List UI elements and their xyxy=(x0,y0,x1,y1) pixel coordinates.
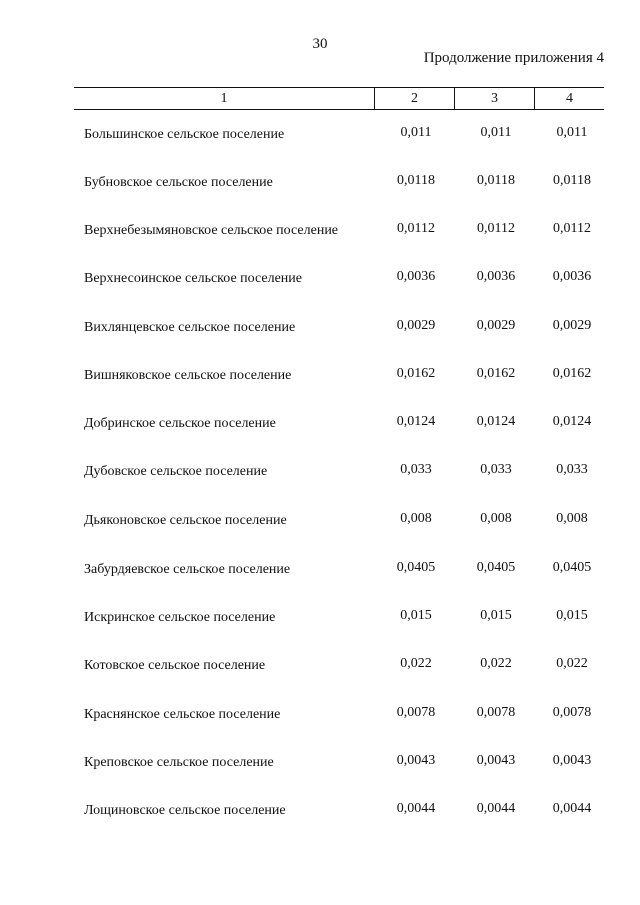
value-col-2: 0,033 xyxy=(400,462,432,477)
header-col-1: 1 xyxy=(220,90,228,106)
value-col-2: 0,0162 xyxy=(396,366,436,381)
value-col-2: 0,0112 xyxy=(397,221,435,236)
table-row xyxy=(0,610,640,630)
header-col-4: 4 xyxy=(534,88,604,109)
value-col-4: 0,0112 xyxy=(553,221,591,236)
value-col-3: 0,0118 xyxy=(477,173,515,188)
value-col-4: 0,0036 xyxy=(552,269,592,284)
value-col-2: 0,0036 xyxy=(396,269,436,284)
table-row xyxy=(0,416,640,436)
value-col-3: 0,022 xyxy=(480,656,512,671)
value-col-4: 0,011 xyxy=(556,125,588,140)
settlement-name: Дьяконовское сельское поселение xyxy=(84,513,287,528)
value-col-2: 0,015 xyxy=(400,608,432,623)
value-col-3: 0,0124 xyxy=(476,414,516,429)
value-col-4: 0,0118 xyxy=(553,173,591,188)
value-col-2: 0,0124 xyxy=(396,414,436,429)
value-col-2: 0,0118 xyxy=(397,173,435,188)
value-col-4: 0,022 xyxy=(556,656,588,671)
table-row xyxy=(0,707,640,727)
value-col-3: 0,0078 xyxy=(476,705,516,720)
value-col-3: 0,0044 xyxy=(476,801,516,816)
value-col-2: 0,011 xyxy=(400,125,432,140)
table-row xyxy=(0,368,640,388)
value-col-4: 0,0078 xyxy=(552,705,592,720)
value-col-3: 0,0405 xyxy=(476,560,516,575)
table-row xyxy=(0,223,640,243)
header-col-2: 2 xyxy=(374,88,454,109)
continuation-label: Продолжение приложения 4 xyxy=(423,50,604,66)
settlement-name: Искринское сельское поселение xyxy=(84,610,276,625)
value-col-4: 0,0029 xyxy=(552,318,592,333)
table-header xyxy=(74,87,604,110)
settlement-name: Краснянское сельское поселение xyxy=(84,707,281,722)
settlement-name: Лощиновское сельское поселение xyxy=(84,803,286,818)
value-col-3: 0,0112 xyxy=(477,221,515,236)
settlement-name: Креповское сельское поселение xyxy=(84,755,274,770)
value-col-3: 0,0043 xyxy=(476,753,516,768)
value-col-4: 0,0124 xyxy=(552,414,592,429)
value-col-2: 0,0029 xyxy=(396,318,436,333)
value-col-2: 0,022 xyxy=(400,656,432,671)
table-row xyxy=(0,658,640,678)
table-row xyxy=(0,755,640,775)
settlement-name: Верхнесоинское сельское поселение xyxy=(84,271,302,286)
value-col-4: 0,0043 xyxy=(552,753,592,768)
value-col-2: 0,0043 xyxy=(396,753,436,768)
header-col-3: 3 xyxy=(454,88,534,109)
table-row xyxy=(0,464,640,484)
value-col-4: 0,0162 xyxy=(552,366,592,381)
value-col-4: 0,015 xyxy=(556,608,588,623)
value-col-4: 0,0405 xyxy=(552,560,592,575)
table-row xyxy=(0,127,640,147)
value-col-4: 0,0044 xyxy=(552,801,592,816)
value-col-3: 0,011 xyxy=(480,125,512,140)
table-row xyxy=(0,271,640,291)
value-col-3: 0,033 xyxy=(480,462,512,477)
value-col-2: 0,008 xyxy=(400,511,432,526)
settlement-name: Дубовское сельское поселение xyxy=(84,464,268,479)
value-col-4: 0,033 xyxy=(556,462,588,477)
table-row xyxy=(0,562,640,582)
settlement-name: Вишняковское сельское поселение xyxy=(84,368,292,383)
value-col-3: 0,008 xyxy=(480,511,512,526)
table-row xyxy=(0,513,640,533)
settlement-name: Забурдяевское сельское поселение xyxy=(84,562,291,577)
settlement-name: Котовское сельское поселение xyxy=(84,658,266,673)
value-col-2: 0,0078 xyxy=(396,705,436,720)
settlement-name: Большинское сельское поселение xyxy=(84,127,285,142)
table-row xyxy=(0,803,640,823)
value-col-3: 0,0036 xyxy=(476,269,516,284)
settlement-name: Бубновское сельское поселение xyxy=(84,175,273,190)
value-col-4: 0,008 xyxy=(556,511,588,526)
settlement-name: Добринское сельское поселение xyxy=(84,416,276,431)
value-col-2: 0,0405 xyxy=(396,560,436,575)
settlement-name: Верхнебезымяновское сельское поселение xyxy=(84,223,339,238)
page-number: 30 xyxy=(312,36,328,52)
value-col-3: 0,0162 xyxy=(476,366,516,381)
table-row xyxy=(0,320,640,340)
value-col-2: 0,0044 xyxy=(396,801,436,816)
value-col-3: 0,015 xyxy=(480,608,512,623)
settlement-name: Вихлянцевское сельское поселение xyxy=(84,320,296,335)
value-col-3: 0,0029 xyxy=(476,318,516,333)
table-row xyxy=(0,175,640,195)
